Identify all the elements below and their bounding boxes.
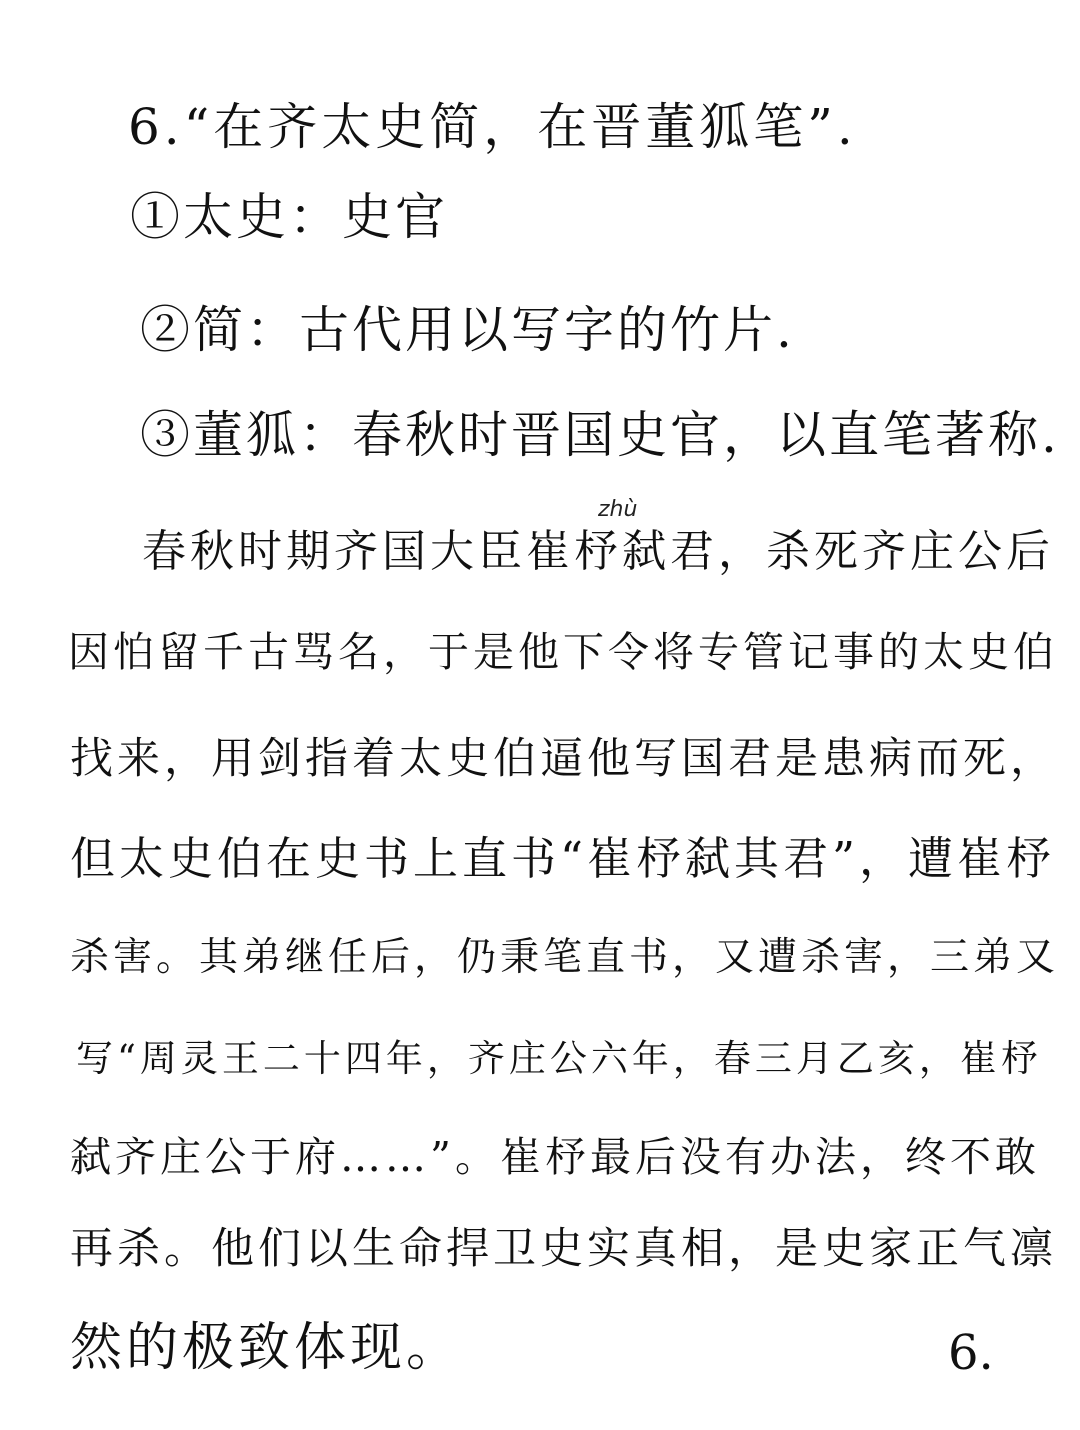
paragraph-line-1: 春秋时期齐国大臣崔杼弑君，杀死齐庄公后 — [142, 526, 1054, 577]
paragraph-line-5: 杀害。其弟继任后，仍秉笔直书，又遭杀害，三弟又 — [70, 935, 1060, 980]
paragraph-line-6: 写“周灵王二十四年，齐庄公六年，春三月乙亥，崔杼 — [76, 1037, 1042, 1080]
paragraph-line-7: 弑齐庄公于府……”。崔杼最后没有办法，终不敢 — [70, 1133, 1040, 1181]
note-2: ②简：古代用以写字的竹片. — [140, 301, 795, 359]
page-number: 6. — [948, 1325, 994, 1381]
note-1: ①太史：史官 — [130, 188, 448, 246]
heading-quote: 6.“在齐太史简，在晋董狐笔”. — [128, 98, 857, 156]
paragraph-line-9: 然的极致体现。 — [70, 1318, 463, 1378]
paragraph-line-2: 因怕留千古骂名，于是他下令将专管记事的太史伯 — [68, 628, 1058, 676]
note-3: ③董狐：春秋时晋国史官，以直笔著称. — [140, 406, 1060, 464]
paragraph-line-4: 但太史伯在史书上直书“崔杼弑其君”，遭崔杼 — [70, 832, 1056, 885]
paragraph-line-3: 找来，用剑指着太史伯逼他写国君是患病而死， — [70, 734, 1057, 784]
paragraph-line-8: 再杀。他们以生命捍卫史实真相，是史家正气凛 — [70, 1224, 1057, 1274]
pinyin-annotation: zhù — [598, 497, 638, 522]
